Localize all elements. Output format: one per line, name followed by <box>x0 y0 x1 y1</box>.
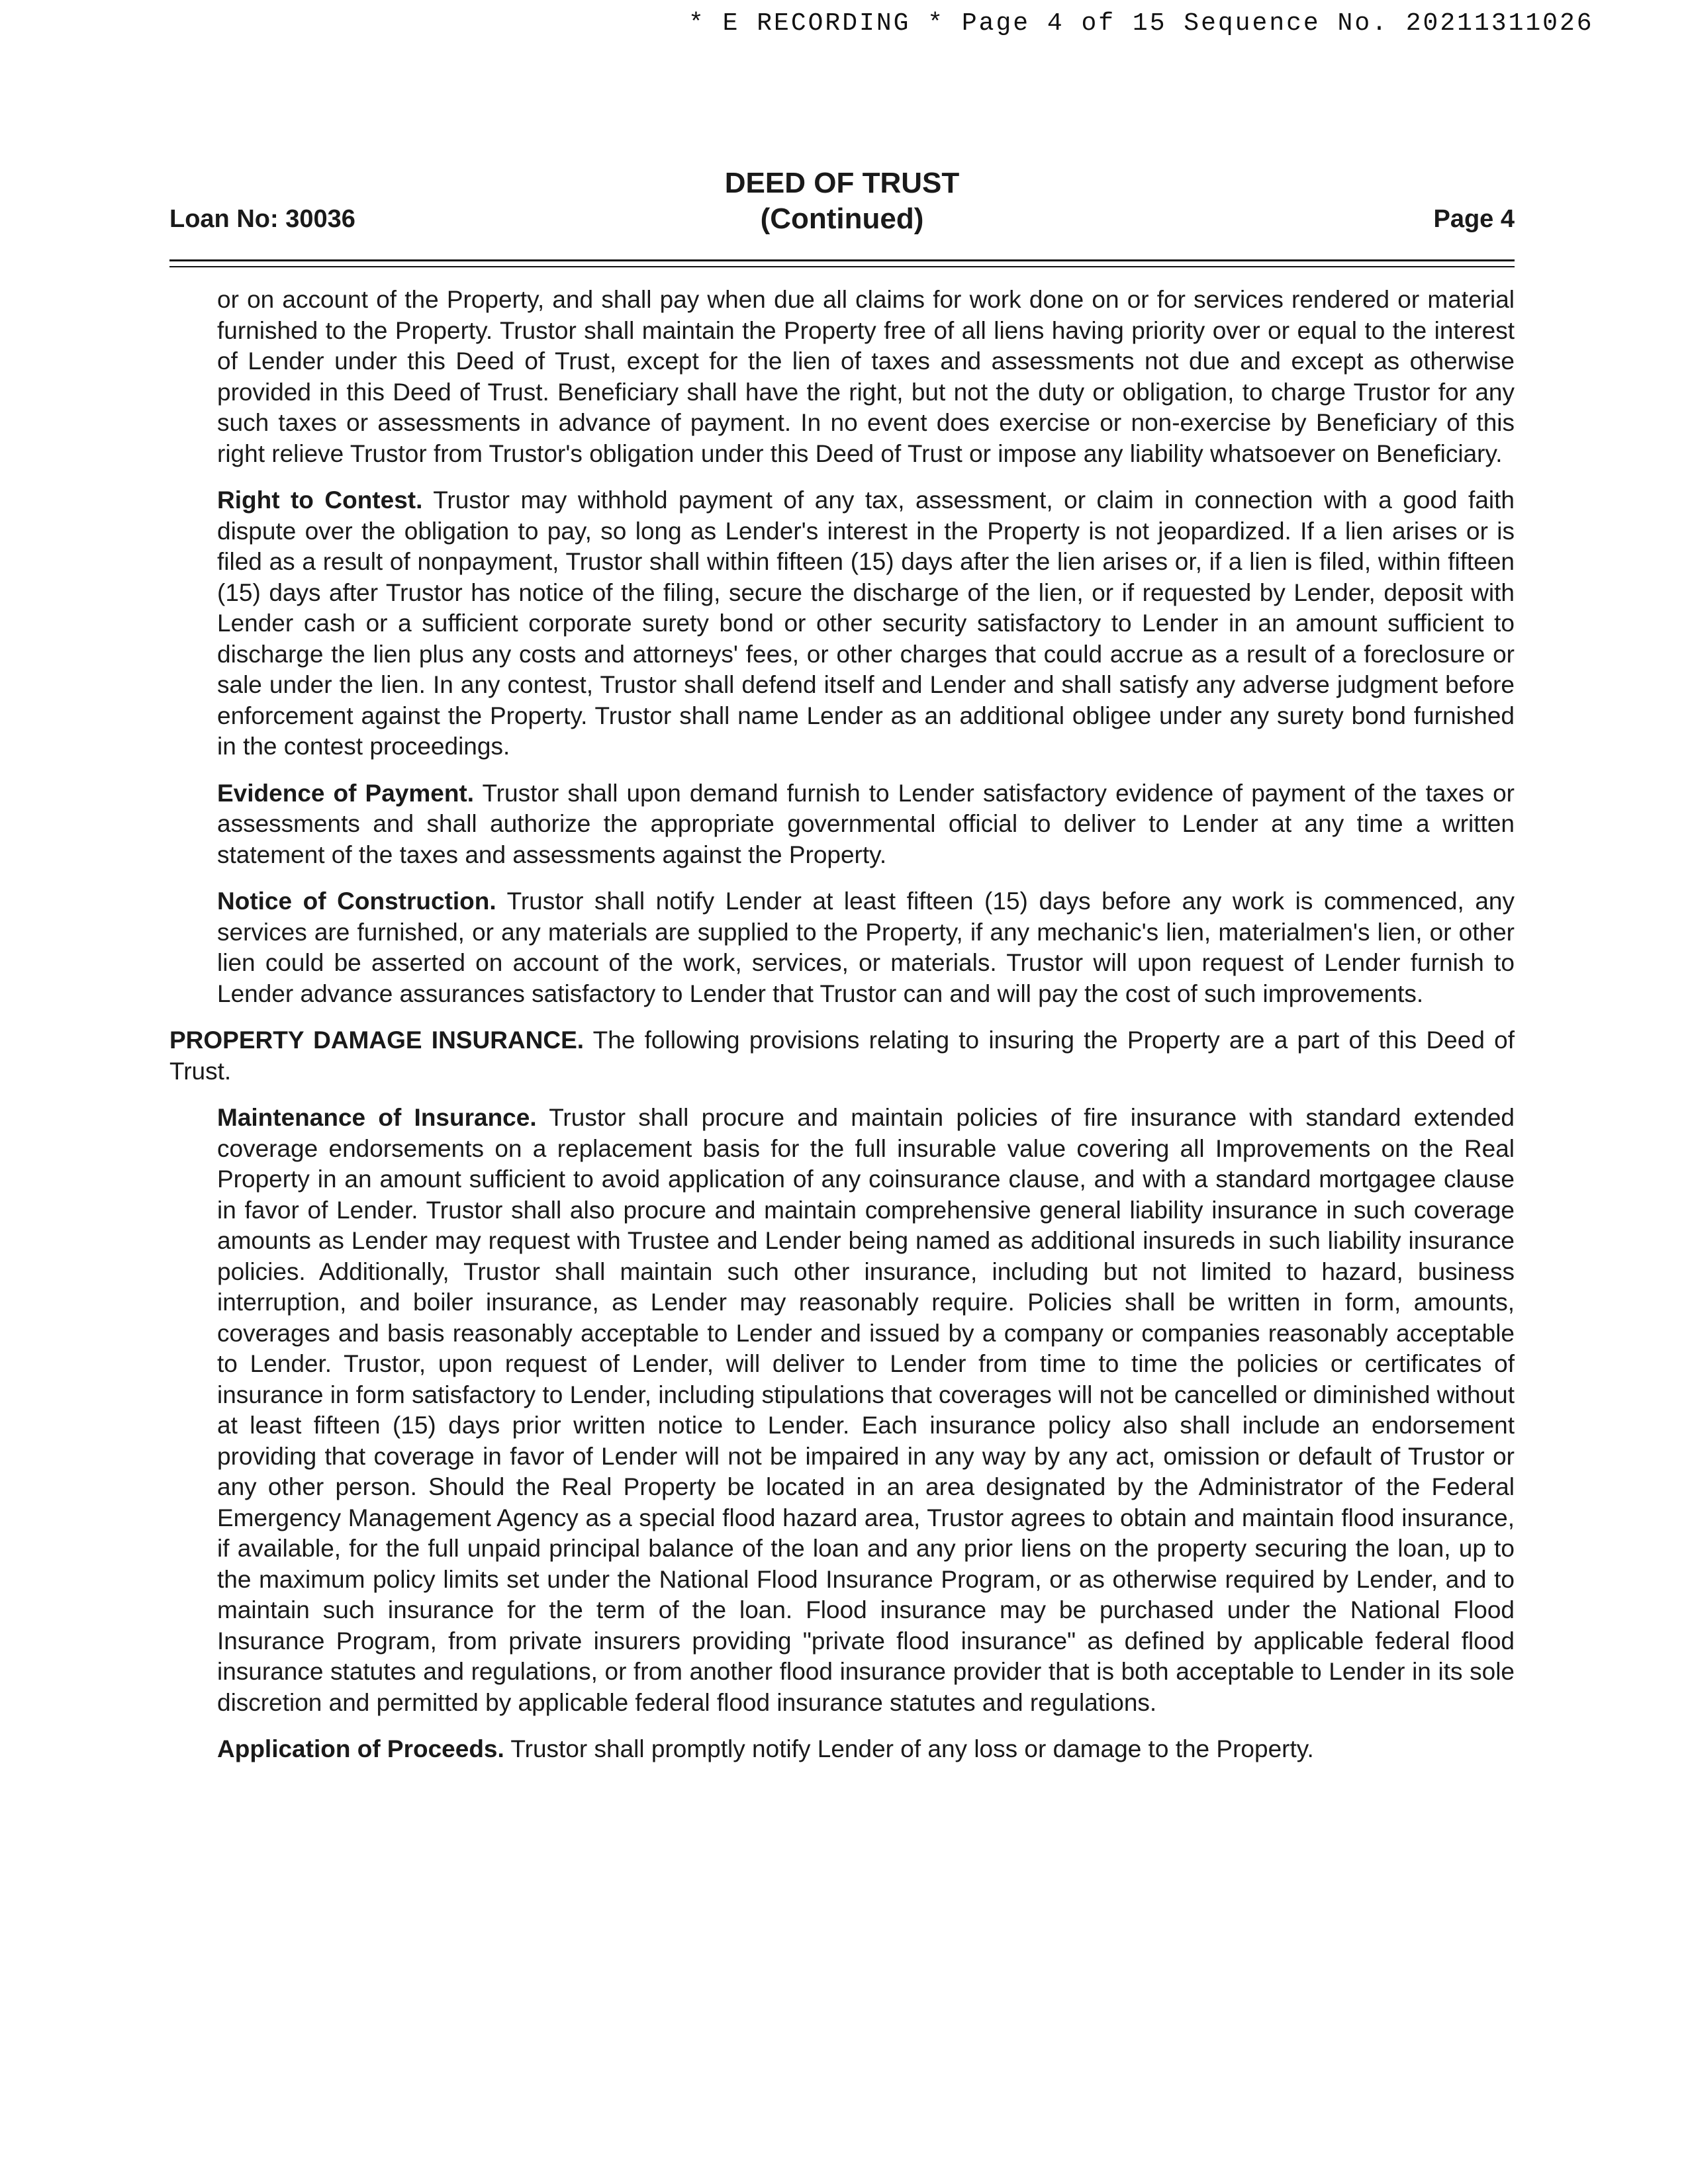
document-header <box>169 165 1515 238</box>
maintenance-of-insurance-text: Trustor shall procure and maintain policies of fire insurance with standard extended coverage endorsements on a replacement basis for the full insurable value covering all Improvements on the Real Property in an amount sufficient to avoid application of any coinsurance clause, and with a standard mortgagee clause in favor of Lender. Trustor shall also procure and maintain comprehensive general liability insurance in such coverage amounts as Lender may request with Trustee and Lender being named as additional insureds in such liability insurance policies. Additionally, Trustor shall maintain such other insurance, including but not limited to hazard, business interruption, and boiler insurance, as Lender may reasonably require. Policies shall be written in form, amounts, coverages and basis reasonably acceptable to Lender and issued by a company or companies reasonably acceptable to Lender. Trustor, upon request of Lender, will deliver to Lender from time to time the policies or certificates of insurance in form satisfactory to Lender, including stipulations that coverages will not be cancelled or diminished without at least fifteen (15) days prior written notice to Lender. Each insurance policy also shall include an endorsement providing that coverage in favor of Lender will not be impaired in any way by any act, omission or default of Trustor or any other person. Should the Real Property be located in an area designated by the Administrator of the Federal Emergency Management Agency as a special flood hazard area, Trustor agrees to obtain and maintain flood insurance, if available, for the full unpaid principal balance of the loan and any prior liens on the property securing the loan, up to the maximum policy limits set under the National Flood Insurance Program, or as otherwise required by Lender, and to maintain such insurance for the term of the loan. Flood insurance may be purchased under the National Flood Insurance Program, from private insurers providing "private flood insurance" as defined by applicable federal flood insurance statutes and regulations, or from another flood insurance provider that is both acceptable to Lender in its sole discretion and permitted by applicable federal flood insurance statutes and regulations. <box>217 1104 1515 1716</box>
recording-stamp: * E RECORDING * Page 4 of 15 Sequence No. 20211311026 <box>688 9 1594 38</box>
continuation-paragraph <box>217 285 1515 469</box>
evidence-of-payment-section <box>217 778 1515 871</box>
right-to-contest-text: Trustor may withhold payment of any tax, assessment, or claim in connection with a good faith dispute over the obligation to pay, so long as Lender's interest in the Property is not jeopardized. If a lien arises or is filed as a result of nonpayment, Trustor shall within fifteen (15) days after the lien arises or, if a lien is filed, within fifteen (15) days after Trustor has notice of the filing, secure the discharge of the lien, or if requested by Lender, deposit with Lender cash or a sufficient corporate surety bond or other security satisfactory to Lender in an amount sufficient to discharge the lien plus any costs and attorneys' fees, or other charges that could accrue as a result of a foreclosure or sale under the lien. In any contest, Trustor shall defend itself and Lender and shall satisfy any adverse judgment before enforcement against the Property. Trustor shall name Lender as an additional obligee under any surety bond furnished in the contest proceedings. <box>217 486 1515 760</box>
header-rule-bottom <box>169 266 1515 267</box>
property-damage-insurance-section <box>169 1025 1515 1087</box>
evidence-of-payment-heading: Evidence of Payment. <box>217 779 475 807</box>
application-of-proceeds-text: Trustor shall promptly notify Lender of any loss or damage to the Property. <box>510 1735 1314 1762</box>
maintenance-of-insurance-section <box>217 1103 1515 1718</box>
page-number: Page 4 <box>1433 205 1515 233</box>
continuation-text: or on account of the Property, and shall pay when due all claims for work done on or for services rendered or material furnished to the Property. Trustor shall maintain the Property free of all liens having priority over or equal to the interest of Lender under this Deed of Trust, except for the lien of taxes and assessments not due and except as otherwise provided in this Deed of Trust. Beneficiary shall have the right, but not the duty or obligation, to charge Trustor for any such taxes or assessments in advance of payment. In no event does exercise or non-exercise by Beneficiary of this right relieve Trustor from Trustor's obligation under this Deed of Trust or impose any liability whatsoever on Beneficiary. <box>217 286 1515 467</box>
right-to-contest-heading: Right to Contest. <box>217 486 423 514</box>
right-to-contest-section <box>217 485 1515 762</box>
notice-of-construction-text: Trustor shall notify Lender at least fifteen (15) days before any work is commenced, any services are furnished, or any materials are supplied to the Property, if any mechanic's lien, materialmen's lien, or other lien could be asserted on account of the work, services, or materials. Trustor will upon request of Lender furnish to Lender advance assurances satisfactory to Lender that Trustor can and will pay the cost of such improvements. <box>217 887 1515 1007</box>
notice-of-construction-section <box>217 886 1515 1009</box>
property-damage-insurance-text: The following provisions relating to insuring the Property are a part of this Deed of Trust. <box>169 1026 1515 1085</box>
maintenance-of-insurance-heading: Maintenance of Insurance. <box>217 1104 537 1131</box>
header-rule-top <box>169 259 1515 261</box>
document-title: DEED OF TRUST <box>724 167 960 199</box>
application-of-proceeds-heading: Application of Proceeds. <box>217 1735 504 1762</box>
evidence-of-payment-text: Trustor shall upon demand furnish to Lender satisfactory evidence of payment of the taxes or assessments and shall authorize the appropriate governmental official to deliver to Lender at any time a written statement of the taxes and assessments against the Property. <box>217 779 1515 868</box>
application-of-proceeds-section <box>217 1734 1515 1765</box>
document-subtitle: (Continued) <box>760 203 924 235</box>
notice-of-construction-heading: Notice of Construction. <box>217 887 496 915</box>
property-damage-insurance-heading: PROPERTY DAMAGE INSURANCE. <box>169 1026 585 1054</box>
document-body <box>169 285 1515 1781</box>
loan-number: Loan No: 30036 <box>169 205 355 233</box>
title-block <box>169 165 1515 237</box>
